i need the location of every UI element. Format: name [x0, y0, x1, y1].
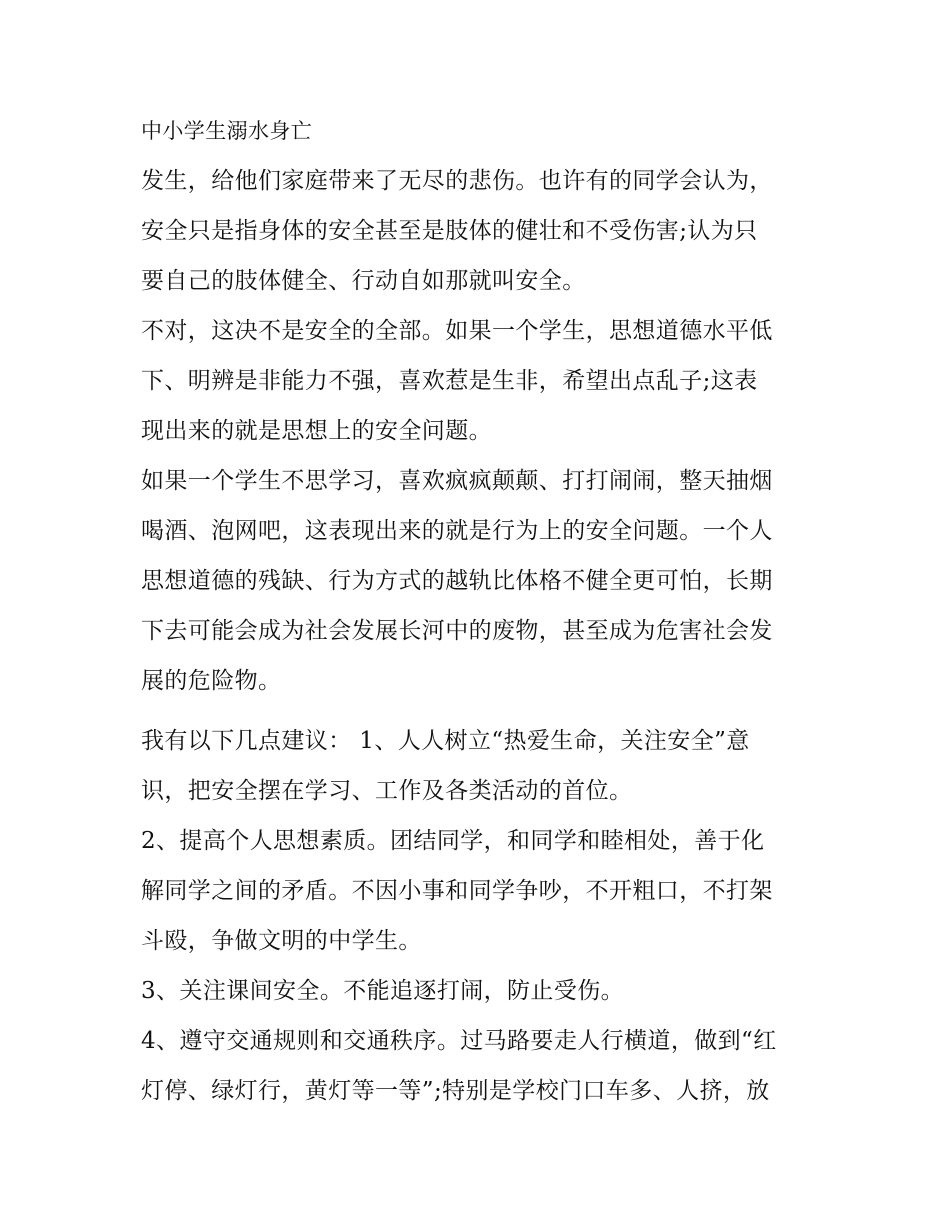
text-line: 我有以下几点建议： 1、人人树立“热爱生命，关注安全”意	[141, 728, 750, 754]
text-line: 斗殴，争做文明的中学生。	[141, 928, 422, 954]
text-line: 解同学之间的矛盾。不因小事和同学争吵，不开粗口，不打架	[141, 878, 773, 904]
text-line: 下、明辨是非能力不强，喜欢惹是生非，希望出点乱子;这表	[141, 368, 758, 394]
text-line: 展的危险物。	[141, 668, 282, 694]
text-line: 要自己的肢体健全、行动自如那就叫安全。	[141, 268, 586, 294]
text-line: 如果一个学生不思学习，喜欢疯疯颠颠、打打闹闹，整天抽烟	[141, 468, 773, 494]
text-line: 识，把安全摆在学习、工作及各类活动的首位。	[141, 778, 633, 804]
text-line: 下去可能会成为社会发展长河中的废物，甚至成为危害社会发	[141, 618, 773, 644]
text-line: 3、关注课间安全。不能追逐打闹，防止受伤。	[141, 978, 625, 1004]
text-line: 灯停、绿灯行，黄灯等一等”;特别是学校门口车多、人挤，放	[141, 1078, 770, 1104]
text-line: 不对，这决不是安全的全部。如果一个学生，思想道德水平低	[141, 318, 773, 344]
text-line: 4、遵守交通规则和交通秩序。过马路要走人行横道，做到“红	[141, 1028, 777, 1054]
text-line: 安全只是指身体的安全甚至是肢体的健壮和不受伤害;认为只	[141, 218, 758, 244]
text-line: 发生，给他们家庭带来了无尽的悲伤。也许有的同学会认为，	[141, 168, 773, 194]
text-line: 现出来的就是思想上的安全问题。	[141, 418, 492, 444]
text-line-title: 中小学生溺水身亡	[141, 119, 313, 143]
text-line: 2、提高个人思想素质。团结同学，和同学和睦相处，善于化	[141, 828, 765, 854]
text-line: 思想道德的残缺、行为方式的越轨比体格不健全更可怕，长期	[141, 568, 773, 594]
text-line: 喝酒、泡网吧，这表现出来的就是行为上的安全问题。一个人	[141, 518, 773, 544]
